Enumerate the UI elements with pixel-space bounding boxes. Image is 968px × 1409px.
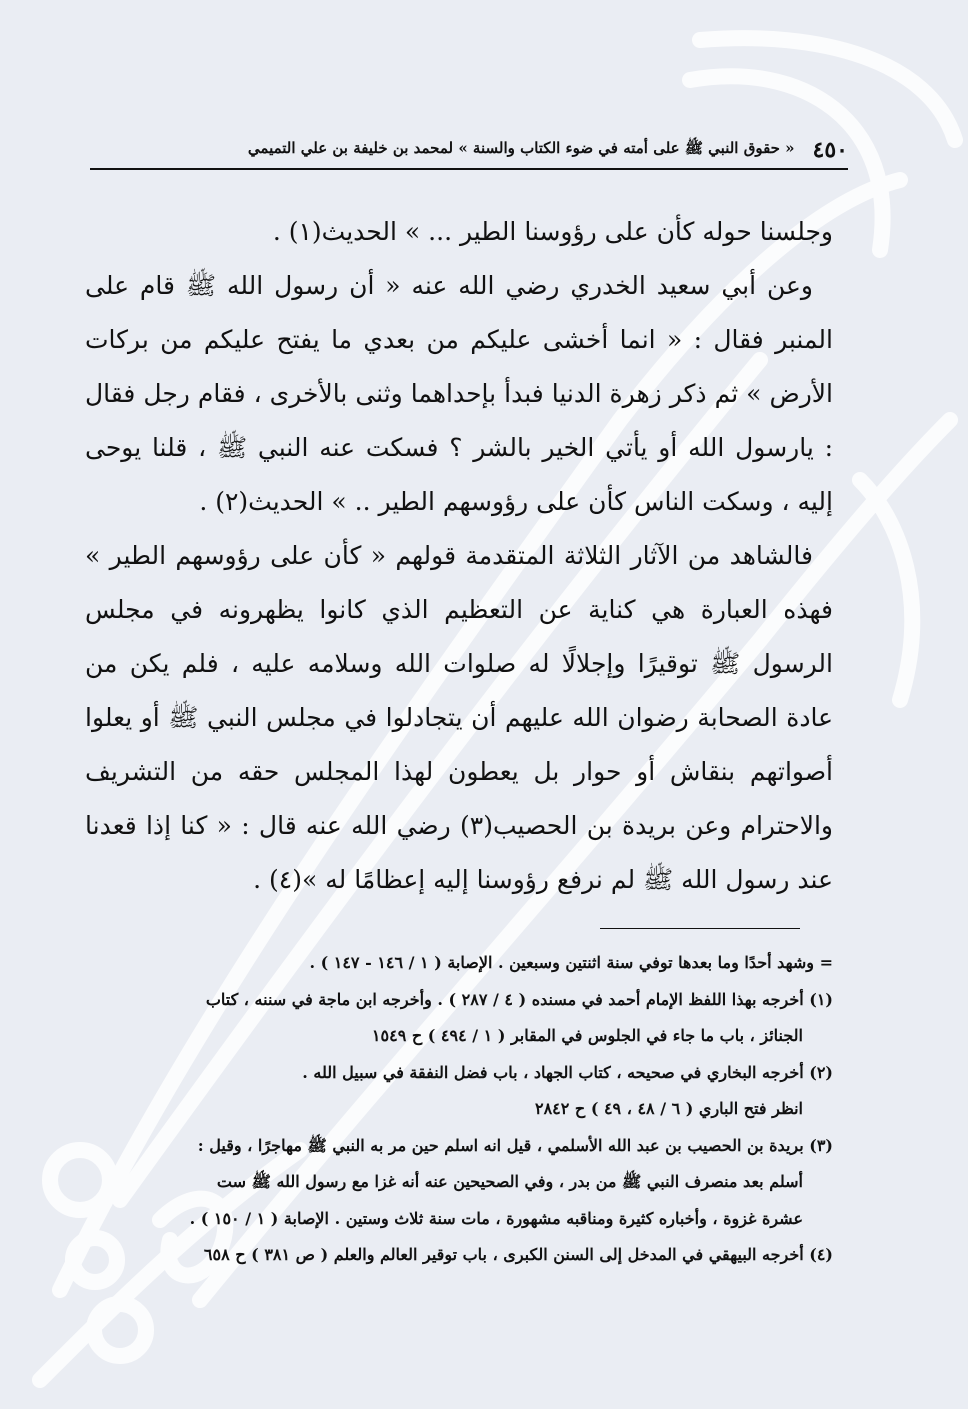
- footnote-line: أسلم بعد منصرف النبي ﷺ من بدر ، وفي الصحيحين عنه أنه غزا مع رسول الله ﷺ ست: [216, 1172, 803, 1191]
- footnote-line: عشرة غزوة ، وأخباره كثيرة ومناقبه مشهورة ، مات سنة ثلاث وستين . الإصابة ( ١ / ١٥٠ ) .: [189, 1208, 803, 1228]
- footnote-line: انظر فتح الباري ( ٦ / ٤٨ ، ٤٩ ) ح ٢٨٤٢: [534, 1099, 803, 1118]
- page-number: ٤٥٠: [812, 137, 848, 163]
- main-text: [85, 205, 833, 907]
- body-paragraph: وجلسنا حوله كأن على رؤوسنا الطير ... » الحديث(١) .: [272, 217, 833, 246]
- footnote-line: الجنائز ، باب ما جاء في الجلوس في المقابر ( ١ / ٤٩٤ ) ح ١٥٤٩: [371, 1026, 803, 1045]
- footnotes: [85, 945, 833, 1274]
- body-paragraph: وعن أبي سعيد الخدري رضي الله عنه « أن رسول الله ﷺ قام على المنبر فقال : « انما أخشى عليكم من بعدي ما يفتح عليكم من بركات الأرض » ثم ذكر زهرة الدنيا فبدأ بإحداهما وثنى بالأخرى ، فقام رجل فقال : يارسول الله أو يأتي الخير بالشر ؟ فسكت عنه النبي ﷺ ، قلنا يوحى إليه ، وسكت الناس كأن على رؤوسهم الطير .. » الحديث(٢) .: [85, 271, 833, 516]
- footnote-line: (٣) بريدة بن الحصيب بن عبد الله الأسلمي ، قيل انه اسلم حين مر به النبي ﷺ مهاجرًا ، وقيل :: [197, 1135, 833, 1155]
- footnote-line: (٤) أخرجه البيهقي في المدخل إلى السنن الكبرى ، باب توقير العالم والعلم ( ص ٣٨١ ) ح ٦٥٨: [203, 1245, 833, 1264]
- footnote-line: (١) أخرجه بهذا اللفظ الإمام أحمد في مسنده ( ٤ / ٢٨٧ ) . وأخرجه ابن ماجة في سننه ، كتاب: [205, 989, 833, 1009]
- footnote-separator: [600, 928, 800, 929]
- running-title: « حقوق النبي ﷺ على أمته في ضوء الكتاب والسنة » لمحمد بن خليفة بن علي التميمي: [247, 139, 795, 157]
- header-divider: [90, 168, 848, 170]
- footnote-line: = وشهد أحدًا وما بعدها توفي سنة اثنتين وسبعين . الإصابة ( ١ / ١٤٦ - ١٤٧ ) .: [309, 953, 833, 972]
- footnote-line: (٢) أخرجه البخاري في صحيحه ، كتاب الجهاد ، باب فضل النفقة في سبيل الله .: [302, 1062, 833, 1082]
- body-paragraph: فالشاهد من الآثار الثلاثة المتقدمة قولهم « كأن على رؤوسهم الطير » فهذه العبارة هي كناية عن التعظيم الذي كانوا يظهرونه في مجلس الرسول ﷺ توقيرًا وإجلالًا له صلوات الله وسلامه عليه ، فلم يكن من عادة الصحابة رضوان الله عليهم أن يتجادلوا في مجلس النبي ﷺ أو يعلوا أصواتهم بنقاش أو حوار بل يعطون لهذا المجلس حقه من التشريف والاحترام وعن بريدة بن الحصيب(٣) رضي الله عنه قال : « كنا إذا قعدنا عند رسول الله ﷺ لم نرفع رؤوسنا إليه إعظامًا له »(٤) .: [85, 541, 833, 894]
- running-header: [90, 135, 848, 165]
